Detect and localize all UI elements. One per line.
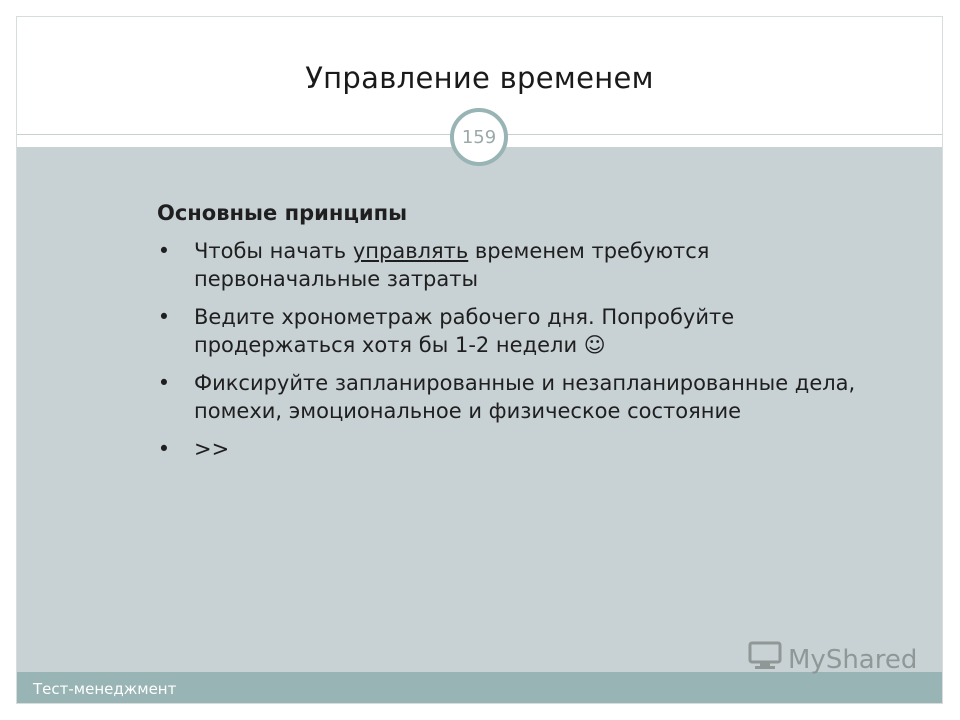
bullet-marker: •: [157, 371, 171, 395]
bullet-marker: •: [157, 305, 171, 329]
watermark-text: MyShared: [788, 644, 918, 675]
bullet-marker: •: [157, 437, 171, 461]
bullet-item: [157, 369, 897, 425]
bullet-text-start: Чтобы начать: [194, 239, 353, 263]
computer-icon: [748, 641, 782, 678]
bullet-item: [157, 303, 897, 359]
slide: [16, 16, 943, 704]
bullet-text: Фиксируйте запланированные и незапланированные дела, помехи, эмоциональное и физическое состояние: [194, 371, 856, 423]
footer-label: Тест-менеджмент: [33, 680, 177, 698]
bullet-list: [157, 237, 897, 463]
bullet-marker: •: [157, 239, 171, 263]
slide-title: Управление временем: [305, 61, 654, 95]
section-heading: Основные принципы: [157, 201, 408, 225]
bullet-item: [157, 435, 897, 463]
page-number-badge: 159: [450, 108, 508, 166]
hyperlink-manage[interactable]: управлять: [352, 239, 469, 263]
slide-content: [157, 201, 897, 473]
bullet-text: >>: [194, 437, 230, 461]
bullet-text: Ведите хронометраж рабочего дня. Попробуйте продержаться хотя бы 1-2 недели ☺: [194, 305, 735, 357]
myshared-watermark: [748, 641, 917, 678]
bullet-text-end: временем требуются первоначальные затраты: [194, 239, 710, 291]
bullet-item: [157, 237, 897, 293]
